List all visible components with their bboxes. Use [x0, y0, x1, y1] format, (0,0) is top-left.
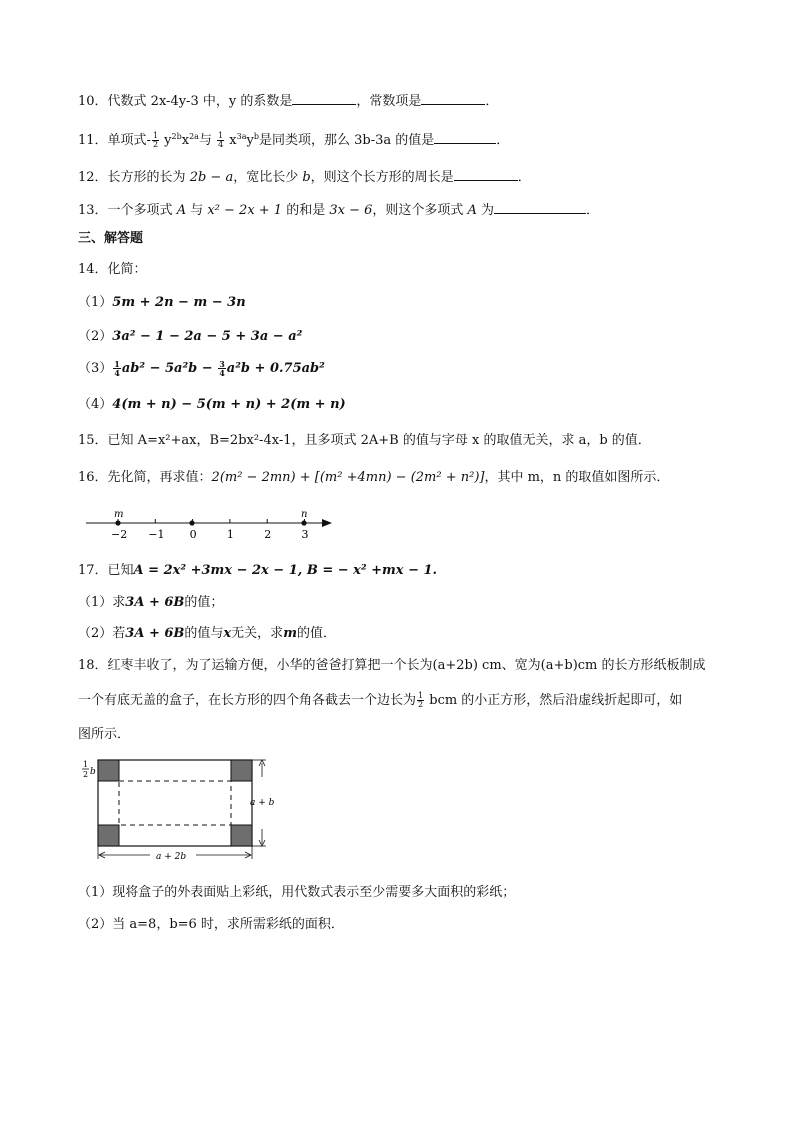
- side-frac-num: 1: [83, 760, 89, 769]
- tick-label: 3: [301, 528, 309, 541]
- question-18-line-2: 一个有底无盖的盒子，在长方形的四个角各截去一个边长为 $\frac{1}{2}$ bcm 的小正方形，然后沿虚线折起即可，如: [78, 691, 683, 709]
- answer-blank[interactable]: [434, 129, 496, 144]
- fraction: $\frac{1}{4}$: [114, 359, 120, 378]
- q18-item-2: （2）当 a=8，b=6 时，求所需彩纸的面积．: [78, 917, 344, 932]
- q14-item-2: （2）3a² − 1 − 2a − 5 + 3a − a²: [78, 329, 303, 344]
- q17-item-1: （1）求3A + 6B的值；: [78, 595, 224, 610]
- question-18-line-3: 图所示．: [78, 727, 131, 742]
- question-17: 17．已知A = 2x² +3mx − 2x − 1, B = − x² +mx − 1.: [78, 563, 438, 578]
- tick-label: −2: [111, 528, 128, 541]
- question-13: 13．一个多项式 A 与 x² − 2x + 1 的和是 3x − 6，则这个多项式 A 为 ．: [78, 199, 599, 220]
- question-18-line-1: 18．红枣丰收了，为了运输方便，小华的爸爸打算把一个长为(a+2b) cm、宽为(a+b)cm 的长方形纸板制成: [78, 658, 706, 673]
- question-10: 10．代数式 2x-4y-3 中，y 的系数是 ，常数项是 ．: [78, 90, 498, 111]
- answer-blank[interactable]: [292, 90, 356, 105]
- tick-label: 0: [189, 528, 197, 541]
- cardboard-outline: [98, 760, 252, 846]
- point-n: [301, 520, 306, 525]
- number-line: [80, 505, 340, 545]
- side-frac-den: 2: [83, 770, 89, 779]
- tick-label: 1: [226, 528, 234, 541]
- answer-blank[interactable]: [454, 166, 518, 181]
- arrow-icon: [322, 519, 332, 527]
- q14-item-4: （4）4(m + n) − 5(m + n) + 2(m + n): [78, 397, 346, 412]
- fraction: $\frac{1}{2}$: [152, 131, 159, 149]
- width-label: a + 2b: [156, 852, 187, 862]
- tick-label: −1: [148, 528, 165, 541]
- corner-square: [98, 760, 119, 781]
- point-origin: [189, 520, 194, 525]
- corner-square: [231, 760, 252, 781]
- question-11: 11．单项式- $\frac{1}{2}$ $y^{2b}x^{2a}$与 $\frac{1}{4}$ $x^{3a}y^b$是同类项，那么 3b-3a 的值是 ．: [78, 131, 510, 149]
- fraction: $\frac{1}{4}$: [218, 131, 224, 149]
- tick-label: 2: [264, 528, 272, 541]
- section-heading: 三、解答题: [78, 231, 144, 246]
- height-label: a + b: [250, 798, 275, 808]
- q18-item-1: （1）现将盒子的外表面贴上彩纸，用代数式表示至少需要多大面积的彩纸；: [78, 885, 516, 900]
- question-16: 16．先化简，再求值：2(m² − 2mn) + [(m² +4mn) − (2m² + n²)]，其中 m，n 的取值如图所示．: [78, 470, 670, 485]
- q14-item-3: （3） $\frac{1}{4}$ ab² − 5a²b − $\frac{3}{4}$ a²b + 0.75ab²: [78, 359, 325, 378]
- side-label: b: [90, 767, 96, 777]
- question-12: 12．长方形的长为 2b − a，宽比长少 b，则这个长方形的周长是 ．: [78, 166, 531, 187]
- corner-square: [98, 825, 119, 846]
- answer-blank[interactable]: [421, 90, 485, 105]
- m-label: m: [114, 509, 124, 520]
- question-15: 15．已知 A=x²+ax，B=2bx²-4x-1，且多项式 2A+B 的值与字母 x 的取值无关，求 a，b 的值．: [78, 433, 651, 448]
- question-14: 14．化简：: [78, 262, 147, 277]
- n-label: n: [301, 509, 308, 520]
- fraction: $\frac{3}{4}$: [219, 359, 225, 378]
- fold-line: [119, 781, 231, 825]
- q17-item-2: （2）若3A + 6B的值与x无关，求m的值．: [78, 626, 336, 641]
- fraction: $\frac{1}{2}$: [418, 691, 424, 709]
- answer-blank[interactable]: [494, 199, 586, 214]
- q14-item-1: （1）5m + 2n − m − 3n: [78, 295, 246, 310]
- point-m: [115, 520, 120, 525]
- corner-square: [231, 825, 252, 846]
- box-net-figure: [78, 755, 288, 865]
